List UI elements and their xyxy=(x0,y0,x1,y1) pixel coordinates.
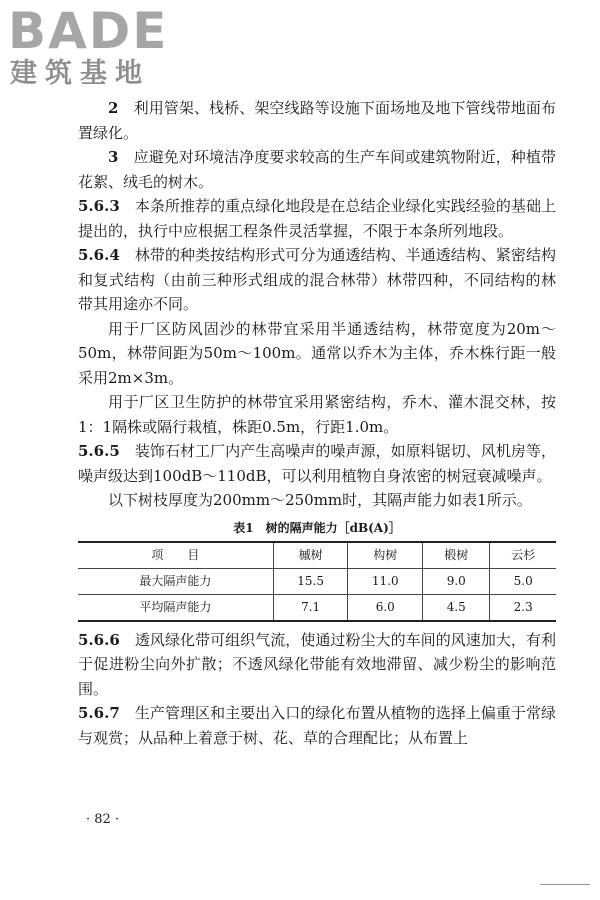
header-linden: 椴树 xyxy=(423,542,490,569)
paragraph-2: 2 利用管架、栈桥、架空线路等设施下面场地及地下管线带地面布置绿化。 xyxy=(78,99,556,142)
clause-5-6-3: 5.6.3 本条所推荐的重点绿化地段是在总结企业绿化实践经验的基础上提出的，执行中应根据工程条件灵活掌握，不限于本条所列地段。 xyxy=(78,197,556,240)
table-intro-paragraph: 以下树枝厚度为200mm～250mm时，其隔声能力如表1所示。 xyxy=(108,491,532,509)
clause-5-6-6: 5.6.6 透风绿化带可组织气流，使通过粉尘大的车间的风速加大，有利于促进粉尘向外扩散；不透风绿化带能有效地滞留、减少粉尘的影响范围。 xyxy=(78,630,556,698)
table-cell: 4.5 xyxy=(423,594,490,621)
logo-brand-text: BADE xyxy=(8,2,169,60)
paragraph-3: 3 应避免对环境洁净度要求较高的生产车间或建筑物附近，种植带花絮、绒毛的树木。 xyxy=(78,148,556,191)
table-cell: 最大隔声能力 xyxy=(78,568,273,594)
clause-5-6-7: 5.6.7 生产管理区和主要出入口的绿化布置从植物的选择上偏重于常绿与观赏；从品种上着意于树、花、草的合理配比；从布置上 xyxy=(78,704,556,747)
header-item: 项 目 xyxy=(78,542,273,569)
table-header-row xyxy=(78,542,556,569)
table-cell: 15.5 xyxy=(273,568,348,594)
bade-logo xyxy=(8,4,188,90)
clause-5-6-5: 5.6.5 装饰石材工厂内产生高噪声的噪声源，如原料锯切、风机房等，噪声级达到100dB～110dB，可以利用植物自身浓密的树冠衰减噪声。 xyxy=(78,442,556,485)
sound-insulation-table xyxy=(78,541,556,622)
header-maple: 槭树 xyxy=(273,542,348,569)
table-cell: 平均隔声能力 xyxy=(78,594,273,621)
table-cell: 5.0 xyxy=(490,568,556,594)
table-row xyxy=(78,594,556,621)
page-number: · 82 · xyxy=(86,812,120,827)
table-caption: 表1 树的隔声能力［dB(A)］ xyxy=(233,520,401,535)
hygiene-belt-paragraph: 用于厂区卫生防护的林带宜采用紧密结构，乔木、灌木混交林，按1：1隔株或隔行栽植，株距0.5m，行距1.0m。 xyxy=(78,393,556,436)
table-row xyxy=(78,568,556,594)
footer-rule xyxy=(540,884,590,885)
header-paper-mulberry: 构树 xyxy=(348,542,423,569)
header-spruce: 云杉 xyxy=(490,542,556,569)
logo-tagline: 建筑基地 xyxy=(10,58,150,89)
document-body xyxy=(78,96,556,750)
table-cell: 6.0 xyxy=(348,594,423,621)
windbreak-paragraph: 用于厂区防风固沙的林带宜采用半通透结构，林带宽度为20m～50m，林带间距为50m～100m。通常以乔木为主体，乔木株行距一般采用2m×3m。 xyxy=(78,319,556,387)
table-cell: 11.0 xyxy=(348,568,423,594)
table-cell: 2.3 xyxy=(490,594,556,621)
table-cell: 7.1 xyxy=(273,594,348,621)
clause-5-6-4: 5.6.4 林带的种类按结构形式可分为通透结构、半通透结构、紧密结构和复式结构（由前三种形式组成的混合林带）林带四种，不同结构的林带其用途亦不同。 xyxy=(78,246,556,313)
table-cell: 9.0 xyxy=(423,568,490,594)
